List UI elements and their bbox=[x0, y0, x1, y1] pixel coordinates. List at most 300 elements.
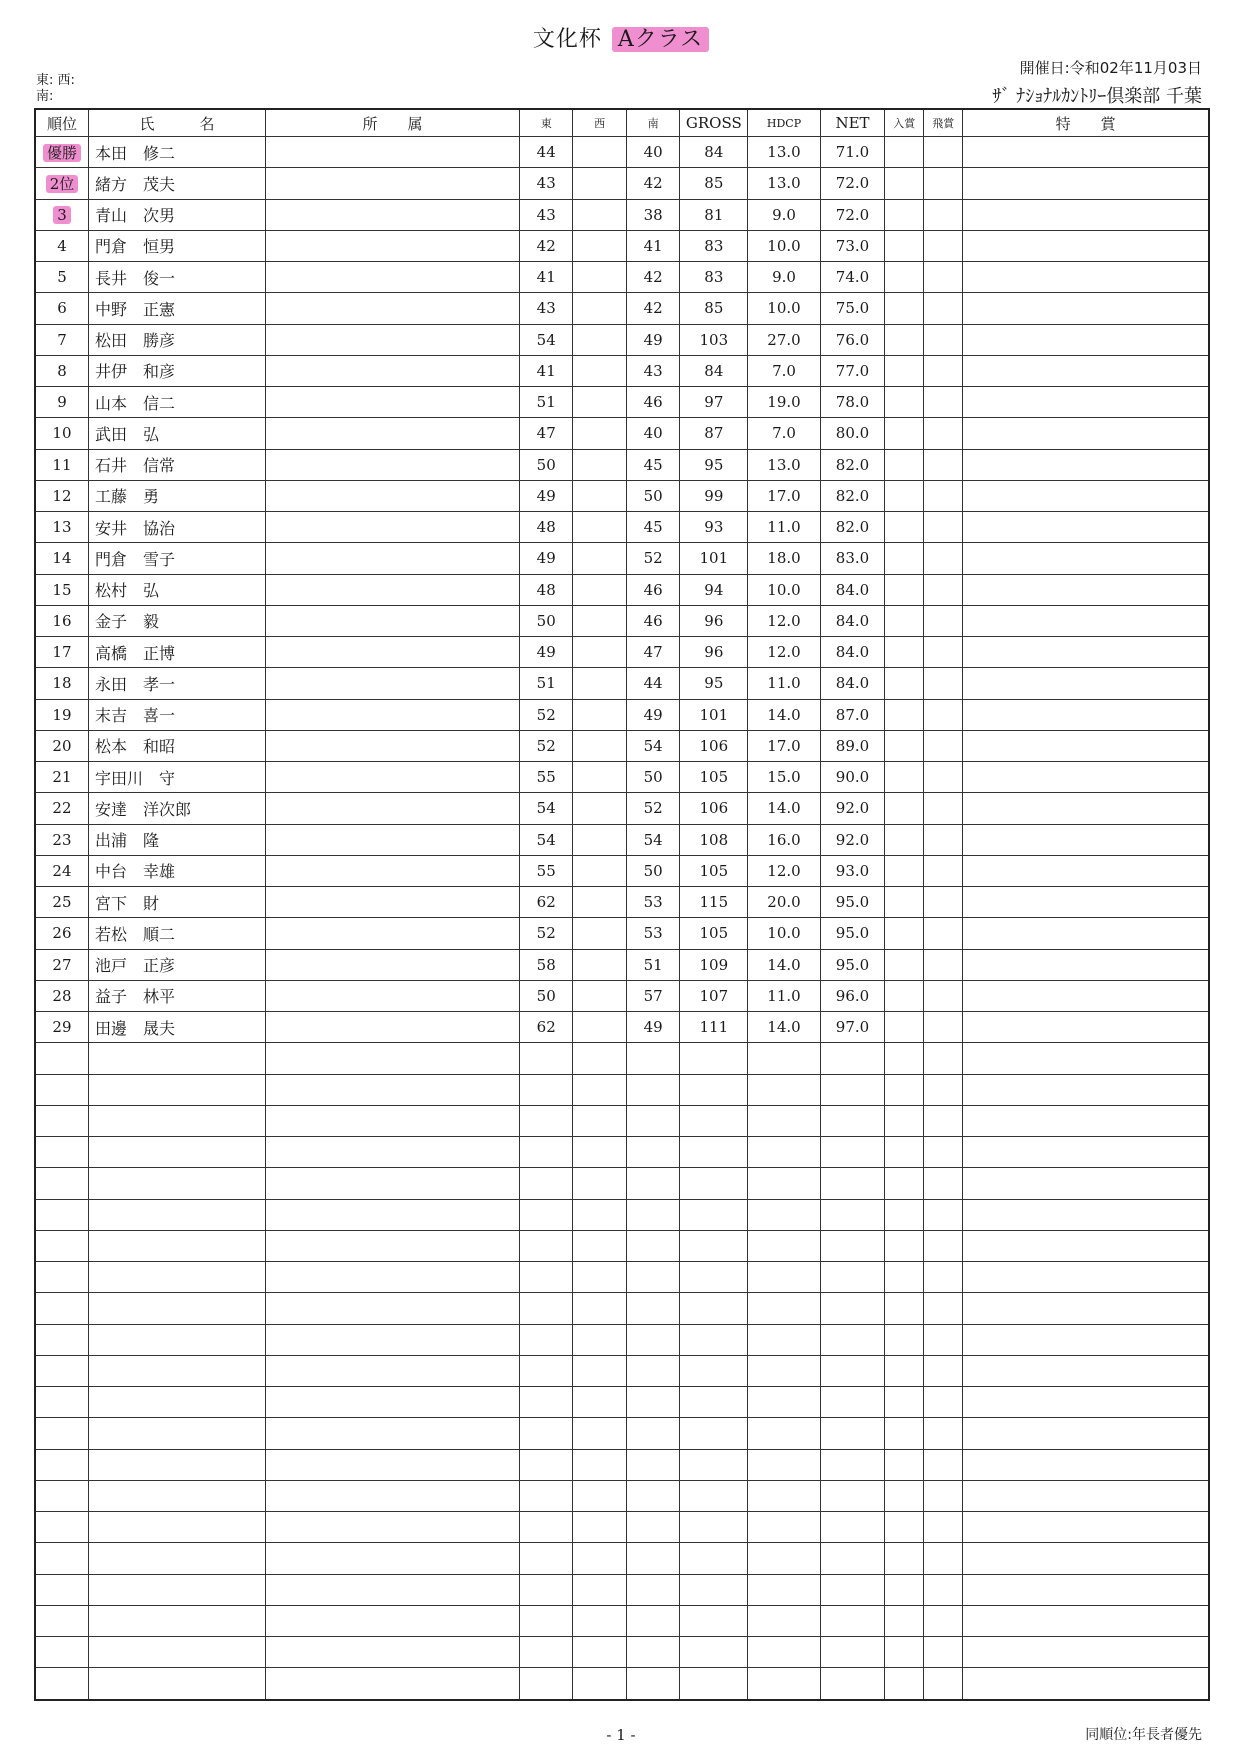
empty-cell bbox=[266, 1668, 520, 1700]
empty-cell bbox=[924, 1074, 963, 1105]
name-cell bbox=[88, 699, 265, 730]
empty-row bbox=[35, 1418, 1209, 1449]
empty-cell bbox=[626, 1262, 679, 1293]
col-net: NET bbox=[820, 109, 885, 137]
empty-cell bbox=[573, 1574, 626, 1605]
affiliation-cell bbox=[266, 1012, 520, 1043]
empty-cell bbox=[963, 1355, 1209, 1386]
empty-cell bbox=[573, 1512, 626, 1543]
affiliation-cell bbox=[266, 449, 520, 480]
rank-value: 23 bbox=[52, 830, 72, 849]
empty-cell bbox=[820, 1262, 885, 1293]
west-cell bbox=[573, 637, 626, 668]
gross-cell: 105 bbox=[680, 918, 748, 949]
south-cell: 46 bbox=[626, 605, 679, 636]
distance-prize-cell bbox=[924, 168, 963, 199]
empty-row bbox=[35, 1324, 1209, 1355]
empty-cell bbox=[35, 1199, 88, 1230]
net-cell: 92.0 bbox=[820, 824, 885, 855]
empty-cell bbox=[680, 1605, 748, 1636]
net-cell: 96.0 bbox=[820, 980, 885, 1011]
empty-cell bbox=[626, 1543, 679, 1574]
empty-cell bbox=[680, 1387, 748, 1418]
empty-cell bbox=[266, 1043, 520, 1074]
family-name: 石井 bbox=[94, 456, 127, 476]
east-cell: 49 bbox=[520, 543, 573, 574]
net-cell: 92.0 bbox=[820, 793, 885, 824]
given-name: 晟夫 bbox=[142, 1018, 175, 1038]
net-cell: 71.0 bbox=[820, 137, 885, 168]
rank-value: 3 bbox=[53, 206, 71, 224]
rank-value: 優勝 bbox=[43, 144, 81, 162]
empty-cell bbox=[924, 1387, 963, 1418]
special-prize-cell bbox=[963, 168, 1209, 199]
empty-cell bbox=[963, 1168, 1209, 1199]
west-cell bbox=[573, 324, 626, 355]
empty-cell bbox=[520, 1449, 573, 1480]
table-row bbox=[35, 262, 1209, 293]
empty-cell bbox=[35, 1418, 88, 1449]
gross-cell: 106 bbox=[680, 730, 748, 761]
empty-cell bbox=[885, 1043, 924, 1074]
empty-cell bbox=[573, 1262, 626, 1293]
rank-cell bbox=[35, 480, 88, 511]
given-name: 孝一 bbox=[142, 674, 175, 694]
south-cell: 42 bbox=[626, 293, 679, 324]
given-name: 勝彦 bbox=[142, 331, 175, 351]
empty-cell bbox=[88, 1074, 265, 1105]
empty-cell bbox=[963, 1543, 1209, 1574]
nine-labels bbox=[36, 73, 75, 105]
prize-cell bbox=[885, 824, 924, 855]
given-name: 正憲 bbox=[142, 299, 175, 319]
south-cell: 45 bbox=[626, 512, 679, 543]
distance-prize-cell bbox=[924, 449, 963, 480]
given-name: 財 bbox=[142, 893, 159, 913]
empty-cell bbox=[573, 1137, 626, 1168]
rank-value: 29 bbox=[52, 1018, 72, 1037]
hdcp-cell: 12.0 bbox=[748, 637, 820, 668]
empty-cell bbox=[88, 1105, 265, 1136]
prize-cell bbox=[885, 199, 924, 230]
empty-cell bbox=[680, 1105, 748, 1136]
empty-cell bbox=[885, 1105, 924, 1136]
distance-prize-cell bbox=[924, 887, 963, 918]
rank-value: 19 bbox=[52, 705, 72, 724]
south-cell: 54 bbox=[626, 824, 679, 855]
table-row bbox=[35, 824, 1209, 855]
east-cell: 51 bbox=[520, 387, 573, 418]
hdcp-cell: 13.0 bbox=[748, 449, 820, 480]
table-row bbox=[35, 793, 1209, 824]
south-cell: 49 bbox=[626, 699, 679, 730]
prize-cell bbox=[885, 324, 924, 355]
empty-cell bbox=[680, 1449, 748, 1480]
rank-value: 4 bbox=[57, 236, 67, 255]
table-row bbox=[35, 480, 1209, 511]
west-cell bbox=[573, 168, 626, 199]
distance-prize-cell bbox=[924, 543, 963, 574]
gross-cell: 115 bbox=[680, 887, 748, 918]
given-name: 勇 bbox=[142, 487, 159, 507]
family-name: 中台 bbox=[94, 862, 127, 882]
empty-cell bbox=[573, 1043, 626, 1074]
prize-cell bbox=[885, 512, 924, 543]
west-cell bbox=[573, 762, 626, 793]
distance-prize-cell bbox=[924, 574, 963, 605]
net-cell: 75.0 bbox=[820, 293, 885, 324]
col-prize: 入賞 bbox=[885, 109, 924, 137]
empty-row bbox=[35, 1387, 1209, 1418]
name-cell bbox=[88, 605, 265, 636]
empty-cell bbox=[626, 1355, 679, 1386]
distance-prize-cell bbox=[924, 668, 963, 699]
special-prize-cell bbox=[963, 918, 1209, 949]
rank-cell bbox=[35, 230, 88, 261]
south-cell: 50 bbox=[626, 480, 679, 511]
net-cell: 90.0 bbox=[820, 762, 885, 793]
empty-cell bbox=[924, 1324, 963, 1355]
special-prize-cell bbox=[963, 199, 1209, 230]
west-cell bbox=[573, 480, 626, 511]
special-prize-cell bbox=[963, 855, 1209, 886]
given-name: 正彦 bbox=[142, 956, 175, 976]
empty-cell bbox=[520, 1543, 573, 1574]
empty-cell bbox=[748, 1574, 820, 1605]
empty-cell bbox=[885, 1512, 924, 1543]
rank-value: 13 bbox=[52, 518, 72, 537]
empty-cell bbox=[963, 1324, 1209, 1355]
name-cell bbox=[88, 887, 265, 918]
hdcp-cell: 17.0 bbox=[748, 730, 820, 761]
empty-cell bbox=[820, 1449, 885, 1480]
table-row bbox=[35, 512, 1209, 543]
affiliation-cell bbox=[266, 168, 520, 199]
special-prize-cell bbox=[963, 418, 1209, 449]
given-name: 隆 bbox=[142, 831, 159, 851]
given-name: 順二 bbox=[142, 924, 175, 944]
special-prize-cell bbox=[963, 793, 1209, 824]
empty-cell bbox=[88, 1293, 265, 1324]
east-cell: 41 bbox=[520, 262, 573, 293]
hdcp-cell: 7.0 bbox=[748, 418, 820, 449]
gross-cell: 107 bbox=[680, 980, 748, 1011]
name-cell bbox=[88, 918, 265, 949]
east-cell: 51 bbox=[520, 668, 573, 699]
empty-cell bbox=[88, 1387, 265, 1418]
gross-cell: 83 bbox=[680, 230, 748, 261]
rank-cell bbox=[35, 262, 88, 293]
prize-cell bbox=[885, 387, 924, 418]
net-cell: 82.0 bbox=[820, 449, 885, 480]
empty-cell bbox=[88, 1418, 265, 1449]
given-name: 恒男 bbox=[142, 237, 175, 257]
table-row bbox=[35, 574, 1209, 605]
prize-cell bbox=[885, 355, 924, 386]
west-cell bbox=[573, 699, 626, 730]
empty-cell bbox=[626, 1387, 679, 1418]
empty-cell bbox=[748, 1355, 820, 1386]
empty-cell bbox=[573, 1324, 626, 1355]
empty-cell bbox=[885, 1387, 924, 1418]
west-cell bbox=[573, 824, 626, 855]
rank-cell bbox=[35, 699, 88, 730]
distance-prize-cell bbox=[924, 1012, 963, 1043]
rank-cell bbox=[35, 1012, 88, 1043]
empty-cell bbox=[680, 1324, 748, 1355]
hdcp-cell: 11.0 bbox=[748, 668, 820, 699]
empty-cell bbox=[626, 1293, 679, 1324]
rank-cell bbox=[35, 668, 88, 699]
family-name: 金子 bbox=[94, 612, 127, 632]
rank-value: 16 bbox=[52, 611, 72, 630]
table-row bbox=[35, 668, 1209, 699]
empty-cell bbox=[924, 1637, 963, 1668]
empty-cell bbox=[963, 1387, 1209, 1418]
empty-row bbox=[35, 1074, 1209, 1105]
prize-cell bbox=[885, 793, 924, 824]
table-row bbox=[35, 699, 1209, 730]
empty-cell bbox=[924, 1449, 963, 1480]
distance-prize-cell bbox=[924, 137, 963, 168]
empty-cell bbox=[626, 1230, 679, 1261]
given-name: 信二 bbox=[142, 393, 175, 413]
affiliation-cell bbox=[266, 605, 520, 636]
rank-value: 24 bbox=[52, 861, 72, 880]
name-cell bbox=[88, 949, 265, 980]
affiliation-cell bbox=[266, 199, 520, 230]
south-cell: 52 bbox=[626, 543, 679, 574]
table-row bbox=[35, 949, 1209, 980]
col-west: 西 bbox=[573, 109, 626, 137]
empty-cell bbox=[520, 1168, 573, 1199]
empty-cell bbox=[88, 1168, 265, 1199]
net-cell: 82.0 bbox=[820, 512, 885, 543]
empty-row bbox=[35, 1480, 1209, 1511]
family-name: 本田 bbox=[94, 143, 127, 163]
empty-cell bbox=[924, 1605, 963, 1636]
empty-cell bbox=[88, 1637, 265, 1668]
empty-cell bbox=[35, 1387, 88, 1418]
west-cell bbox=[573, 199, 626, 230]
empty-cell bbox=[626, 1137, 679, 1168]
family-name: 池戸 bbox=[94, 956, 127, 976]
empty-cell bbox=[885, 1230, 924, 1261]
special-prize-cell bbox=[963, 980, 1209, 1011]
rank-value: 6 bbox=[57, 299, 67, 318]
special-prize-cell bbox=[963, 730, 1209, 761]
distance-prize-cell bbox=[924, 480, 963, 511]
empty-cell bbox=[626, 1449, 679, 1480]
gross-cell: 97 bbox=[680, 387, 748, 418]
empty-cell bbox=[35, 1105, 88, 1136]
rank-cell bbox=[35, 918, 88, 949]
empty-cell bbox=[626, 1418, 679, 1449]
affiliation-cell bbox=[266, 762, 520, 793]
gross-cell: 84 bbox=[680, 355, 748, 386]
empty-cell bbox=[266, 1074, 520, 1105]
empty-cell bbox=[35, 1449, 88, 1480]
east-cell: 50 bbox=[520, 605, 573, 636]
east-west-label: 東: 西: bbox=[36, 73, 75, 88]
empty-row bbox=[35, 1230, 1209, 1261]
hdcp-cell: 19.0 bbox=[748, 387, 820, 418]
empty-row bbox=[35, 1574, 1209, 1605]
empty-cell bbox=[820, 1637, 885, 1668]
east-cell: 62 bbox=[520, 887, 573, 918]
col-hdcp: HDCP bbox=[748, 109, 820, 137]
affiliation-cell bbox=[266, 512, 520, 543]
empty-cell bbox=[820, 1574, 885, 1605]
affiliation-cell bbox=[266, 574, 520, 605]
results-body bbox=[35, 137, 1209, 1700]
affiliation-cell bbox=[266, 918, 520, 949]
table-row bbox=[35, 1012, 1209, 1043]
south-cell: 49 bbox=[626, 324, 679, 355]
special-prize-cell bbox=[963, 824, 1209, 855]
empty-cell bbox=[35, 1543, 88, 1574]
empty-cell bbox=[748, 1387, 820, 1418]
empty-cell bbox=[680, 1574, 748, 1605]
empty-cell bbox=[35, 1324, 88, 1355]
distance-prize-cell bbox=[924, 699, 963, 730]
empty-cell bbox=[520, 1043, 573, 1074]
family-name: 松本 bbox=[94, 737, 127, 757]
rank-value: 5 bbox=[57, 268, 67, 287]
name-cell bbox=[88, 230, 265, 261]
south-cell: 49 bbox=[626, 1012, 679, 1043]
family-name: 松村 bbox=[94, 581, 127, 601]
given-name: 俊一 bbox=[142, 268, 175, 288]
east-cell: 62 bbox=[520, 1012, 573, 1043]
empty-cell bbox=[626, 1480, 679, 1511]
empty-cell bbox=[35, 1137, 88, 1168]
hdcp-cell: 7.0 bbox=[748, 355, 820, 386]
family-name: 出浦 bbox=[94, 831, 127, 851]
empty-cell bbox=[748, 1168, 820, 1199]
name-cell bbox=[88, 262, 265, 293]
family-name: 武田 bbox=[94, 424, 127, 444]
empty-row bbox=[35, 1449, 1209, 1480]
rank-value: 9 bbox=[57, 393, 67, 412]
empty-row bbox=[35, 1605, 1209, 1636]
empty-cell bbox=[885, 1168, 924, 1199]
west-cell bbox=[573, 887, 626, 918]
rank-cell bbox=[35, 637, 88, 668]
empty-cell bbox=[924, 1574, 963, 1605]
empty-cell bbox=[963, 1293, 1209, 1324]
west-cell bbox=[573, 668, 626, 699]
name-cell bbox=[88, 293, 265, 324]
special-prize-cell bbox=[963, 355, 1209, 386]
event-date: 開催日:令和02年11月03日 bbox=[1019, 59, 1202, 77]
family-name: 安達 bbox=[94, 799, 127, 819]
col-affiliation: 所 属 bbox=[266, 109, 520, 137]
name-cell bbox=[88, 324, 265, 355]
empty-cell bbox=[520, 1230, 573, 1261]
empty-cell bbox=[88, 1199, 265, 1230]
empty-cell bbox=[820, 1355, 885, 1386]
rank-cell bbox=[35, 512, 88, 543]
empty-row bbox=[35, 1105, 1209, 1136]
empty-cell bbox=[88, 1137, 265, 1168]
prize-cell bbox=[885, 699, 924, 730]
empty-cell bbox=[88, 1324, 265, 1355]
empty-row bbox=[35, 1293, 1209, 1324]
col-special-prize: 特 賞 bbox=[963, 109, 1209, 137]
empty-cell bbox=[88, 1230, 265, 1261]
empty-cell bbox=[35, 1605, 88, 1636]
empty-row bbox=[35, 1043, 1209, 1074]
south-label: 南: bbox=[36, 89, 54, 104]
empty-cell bbox=[35, 1637, 88, 1668]
empty-cell bbox=[748, 1449, 820, 1480]
west-cell bbox=[573, 262, 626, 293]
empty-cell bbox=[924, 1543, 963, 1574]
empty-cell bbox=[680, 1355, 748, 1386]
empty-cell bbox=[963, 1480, 1209, 1511]
special-prize-cell bbox=[963, 1012, 1209, 1043]
col-east: 東 bbox=[520, 109, 573, 137]
prize-cell bbox=[885, 730, 924, 761]
empty-cell bbox=[266, 1293, 520, 1324]
empty-cell bbox=[520, 1137, 573, 1168]
empty-cell bbox=[266, 1387, 520, 1418]
empty-cell bbox=[924, 1668, 963, 1700]
empty-cell bbox=[820, 1387, 885, 1418]
gross-cell: 94 bbox=[680, 574, 748, 605]
empty-cell bbox=[520, 1199, 573, 1230]
empty-cell bbox=[820, 1480, 885, 1511]
gross-cell: 93 bbox=[680, 512, 748, 543]
empty-row bbox=[35, 1262, 1209, 1293]
hdcp-cell: 14.0 bbox=[748, 793, 820, 824]
empty-cell bbox=[748, 1605, 820, 1636]
empty-cell bbox=[924, 1480, 963, 1511]
empty-cell bbox=[520, 1074, 573, 1105]
east-cell: 54 bbox=[520, 793, 573, 824]
hdcp-cell: 20.0 bbox=[748, 887, 820, 918]
table-row bbox=[35, 324, 1209, 355]
south-cell: 38 bbox=[626, 199, 679, 230]
table-row bbox=[35, 418, 1209, 449]
hdcp-cell: 14.0 bbox=[748, 699, 820, 730]
name-cell bbox=[88, 199, 265, 230]
family-name: 松田 bbox=[94, 331, 127, 351]
empty-cell bbox=[820, 1043, 885, 1074]
east-cell: 49 bbox=[520, 480, 573, 511]
empty-cell bbox=[885, 1449, 924, 1480]
empty-cell bbox=[748, 1137, 820, 1168]
empty-cell bbox=[573, 1105, 626, 1136]
empty-cell bbox=[963, 1668, 1209, 1700]
empty-cell bbox=[266, 1230, 520, 1261]
empty-cell bbox=[520, 1293, 573, 1324]
empty-row bbox=[35, 1668, 1209, 1700]
empty-cell bbox=[963, 1449, 1209, 1480]
empty-cell bbox=[88, 1668, 265, 1700]
west-cell bbox=[573, 730, 626, 761]
west-cell bbox=[573, 543, 626, 574]
empty-cell bbox=[820, 1230, 885, 1261]
south-cell: 53 bbox=[626, 918, 679, 949]
prize-cell bbox=[885, 293, 924, 324]
empty-cell bbox=[748, 1637, 820, 1668]
east-cell: 42 bbox=[520, 230, 573, 261]
special-prize-cell bbox=[963, 480, 1209, 511]
west-cell bbox=[573, 355, 626, 386]
name-cell bbox=[88, 574, 265, 605]
